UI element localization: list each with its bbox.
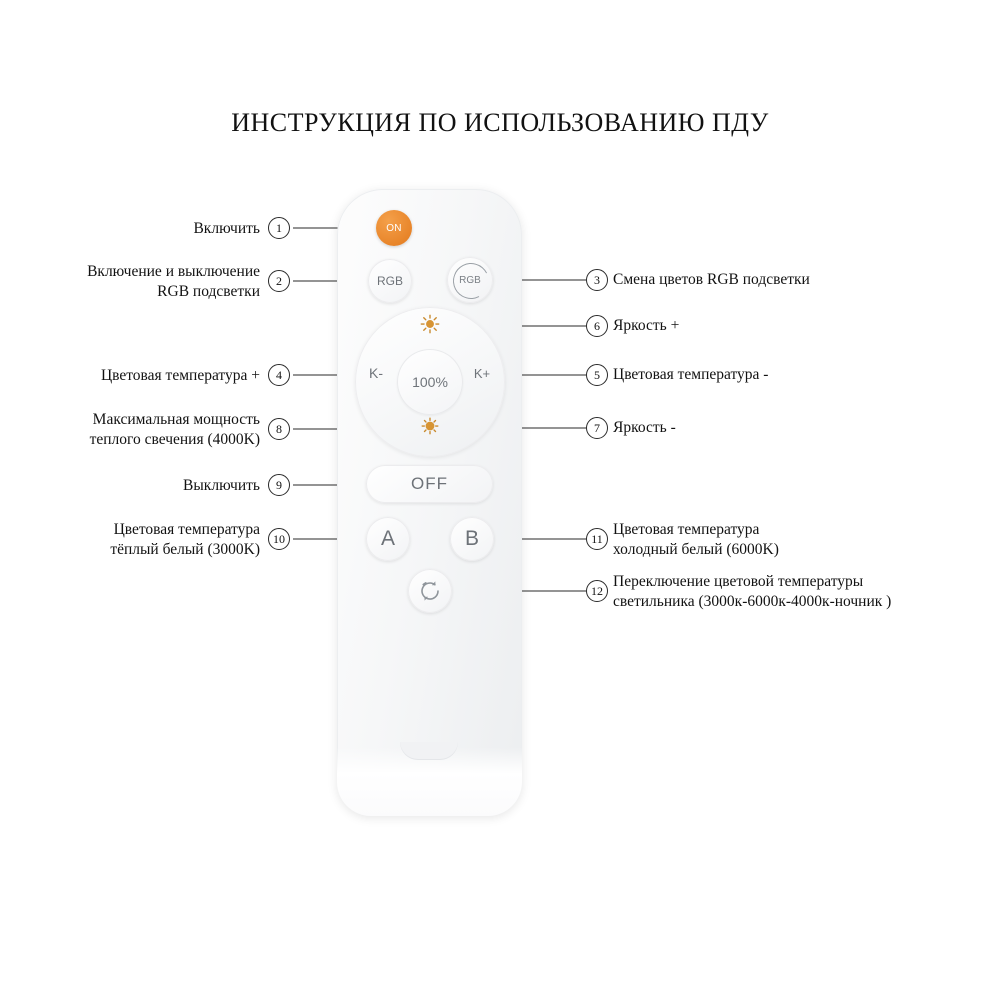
k-plus-label: K+ bbox=[473, 365, 491, 381]
sun-icon[interactable] bbox=[419, 415, 441, 437]
callout-number-4[interactable]: 4 bbox=[268, 364, 290, 386]
rgb-cycle-label: RGB bbox=[459, 274, 481, 286]
callout-number-7[interactable]: 7 bbox=[586, 417, 608, 439]
callout-label-7: Яркость - bbox=[613, 419, 676, 436]
callout-label-3: Смена цветов RGB подсветки bbox=[613, 271, 810, 288]
callout-number-11[interactable]: 11 bbox=[586, 528, 608, 550]
power-percent-label: 100% bbox=[412, 374, 448, 390]
callout-label-11: Цветовая температура холодный белый (6000K) bbox=[613, 521, 779, 559]
page-title: ИНСТРУКЦИЯ ПО ИСПОЛЬЗОВАНИЮ ПДУ bbox=[231, 108, 769, 137]
a-button-label: A bbox=[380, 527, 395, 550]
callout-label-2: Включение и выключение RGB подсветки bbox=[87, 263, 260, 301]
callout-number-5[interactable]: 5 bbox=[586, 364, 608, 386]
callout-label-4: Цветовая температура + bbox=[100, 367, 260, 384]
color-temp-minus-button[interactable] bbox=[360, 362, 392, 384]
max-power-button[interactable] bbox=[397, 349, 463, 415]
k-minus-label: K- bbox=[369, 365, 383, 381]
refresh-cycle-icon bbox=[417, 578, 443, 604]
callout-label-8: Максимальная мощность теплого свечения (4000K) bbox=[89, 411, 260, 449]
on-button[interactable] bbox=[376, 210, 412, 246]
rgb-button-label: RGB bbox=[376, 274, 403, 288]
preset-b-button[interactable] bbox=[450, 517, 494, 561]
callout-label-5: Цветовая температура - bbox=[613, 366, 769, 383]
remote-notch bbox=[400, 742, 458, 760]
callout-label-10: Цветовая температура тёплый белый (3000K) bbox=[110, 521, 260, 559]
callout-number-1[interactable]: 1 bbox=[268, 217, 290, 239]
color-temp-plus-button[interactable] bbox=[466, 362, 498, 384]
on-button-label: ON bbox=[386, 222, 402, 234]
callout-label-9: Выключить bbox=[183, 477, 260, 494]
b-button-label: B bbox=[464, 527, 479, 550]
rgb-toggle-button[interactable] bbox=[368, 259, 412, 303]
callout-label-6: Яркость + bbox=[613, 317, 680, 334]
callout-number-10[interactable]: 10 bbox=[268, 528, 290, 550]
callout-label-1: Включить bbox=[193, 220, 260, 237]
off-button[interactable] bbox=[366, 465, 493, 503]
callout-number-6[interactable]: 6 bbox=[586, 315, 608, 337]
rgb-cycle-button[interactable] bbox=[447, 257, 493, 303]
callout-number-2[interactable]: 2 bbox=[268, 270, 290, 292]
sun-icon[interactable] bbox=[419, 313, 441, 335]
color-temp-cycle-button[interactable] bbox=[408, 569, 452, 613]
callout-number-9[interactable]: 9 bbox=[268, 474, 290, 496]
callout-number-8[interactable]: 8 bbox=[268, 418, 290, 440]
callout-number-12[interactable]: 12 bbox=[586, 580, 608, 602]
callout-label-12: Переключение цветовой температуры светильника (3000к-6000к-4000к-ночник ) bbox=[613, 573, 892, 611]
callout-number-3[interactable]: 3 bbox=[586, 269, 608, 291]
preset-a-button[interactable] bbox=[366, 517, 410, 561]
off-button-label: OFF bbox=[411, 474, 448, 493]
